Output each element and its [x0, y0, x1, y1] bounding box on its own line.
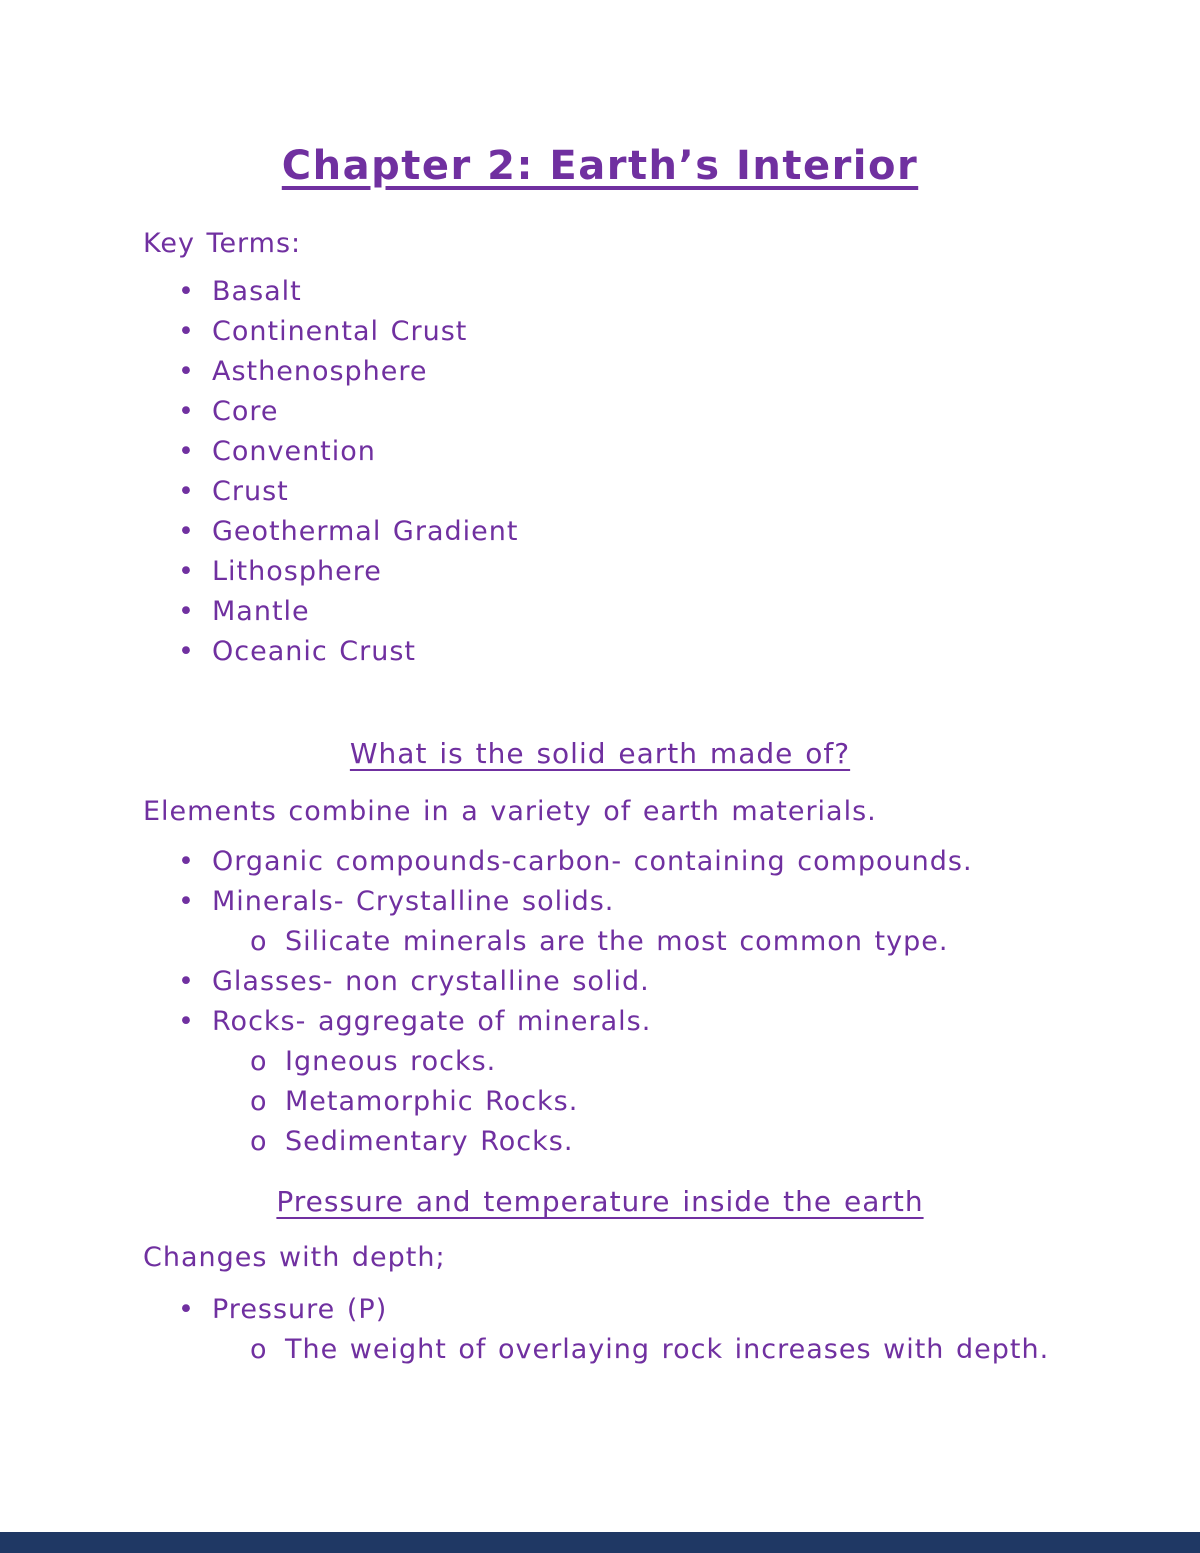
list-item-text: Metamorphic Rocks. [285, 1086, 579, 1117]
bullet-icon: • [178, 436, 195, 467]
list-item-text: Glasses- non crystalline solid. [212, 966, 650, 997]
list-item-text: Crust [212, 476, 289, 507]
list-item [143, 962, 1057, 1002]
list-item [143, 592, 1057, 632]
list-item [143, 842, 1057, 882]
bullet-icon: • [178, 356, 195, 387]
section-list-pressure-temperature [143, 1290, 1057, 1370]
section-heading-pressure-temperature: Pressure and temperature inside the earth [276, 1185, 924, 1218]
bullet-icon: • [178, 886, 195, 917]
bullet-icon: • [178, 1006, 195, 1037]
bullet-icon: • [178, 636, 195, 667]
list-item-text: Rocks- aggregate of minerals. [212, 1006, 652, 1037]
list-item [143, 512, 1057, 552]
section-list-solid-earth [143, 842, 1057, 1162]
bullet-icon: • [178, 276, 195, 307]
list-item [143, 1002, 1057, 1042]
bullet-icon: • [178, 516, 195, 547]
section-intro-solid-earth: Elements combine in a variety of earth materials. [143, 796, 877, 827]
list-item-text: Silicate minerals are the most common type. [285, 926, 949, 957]
list-item [143, 552, 1057, 592]
list-item-text: The weight of overlaying rock increases with depth. [285, 1334, 1050, 1365]
hollow-bullet-icon: o [250, 1126, 268, 1157]
list-item [143, 1082, 1057, 1122]
list-item-text: Asthenosphere [212, 356, 428, 387]
list-item-text: Igneous rocks. [285, 1046, 497, 1077]
list-item [143, 472, 1057, 512]
list-item [143, 1042, 1057, 1082]
list-item-text: Continental Crust [212, 316, 468, 347]
bullet-icon: • [178, 596, 195, 627]
list-item-text: Oceanic Crust [212, 636, 417, 667]
list-item-text: Sedimentary Rocks. [285, 1126, 574, 1157]
list-item-text: Mantle [212, 596, 310, 627]
bullet-icon: • [178, 846, 195, 877]
section-intro-pressure-temperature: Changes with depth; [143, 1242, 446, 1273]
bullet-icon: • [178, 556, 195, 587]
list-item [143, 312, 1057, 352]
list-item [143, 882, 1057, 922]
list-item-text: Core [212, 396, 279, 427]
hollow-bullet-icon: o [250, 1334, 268, 1365]
list-item-text: Convention [212, 436, 376, 467]
hollow-bullet-icon: o [250, 1046, 268, 1077]
list-item-text: Basalt [212, 276, 302, 307]
list-item [143, 272, 1057, 312]
bullet-icon: • [178, 316, 195, 347]
list-item [143, 1290, 1057, 1330]
key-terms-list [143, 272, 1057, 672]
list-item-text: Organic compounds-carbon- containing compounds. [212, 846, 973, 877]
list-item [143, 392, 1057, 432]
hollow-bullet-icon: o [250, 926, 268, 957]
list-item [143, 1122, 1057, 1162]
bullet-icon: • [178, 1294, 195, 1325]
section-heading-solid-earth: What is the solid earth made of? [349, 737, 851, 770]
list-item-text: Geothermal Gradient [212, 516, 519, 547]
list-item-text: Minerals- Crystalline solids. [212, 886, 615, 917]
hollow-bullet-icon: o [250, 1086, 268, 1117]
bullet-icon: • [178, 396, 195, 427]
bullet-icon: • [178, 476, 195, 507]
list-item-text: Lithosphere [212, 556, 382, 587]
footer-bar [0, 1532, 1200, 1553]
list-item [143, 922, 1057, 962]
list-item [143, 632, 1057, 672]
list-item-text: Pressure (P) [212, 1294, 388, 1325]
bullet-icon: • [178, 966, 195, 997]
list-item [143, 432, 1057, 472]
list-item [143, 352, 1057, 392]
list-item [143, 1330, 1057, 1370]
page-title: Chapter 2: Earth’s Interior [281, 143, 919, 189]
key-terms-label: Key Terms: [143, 228, 302, 259]
